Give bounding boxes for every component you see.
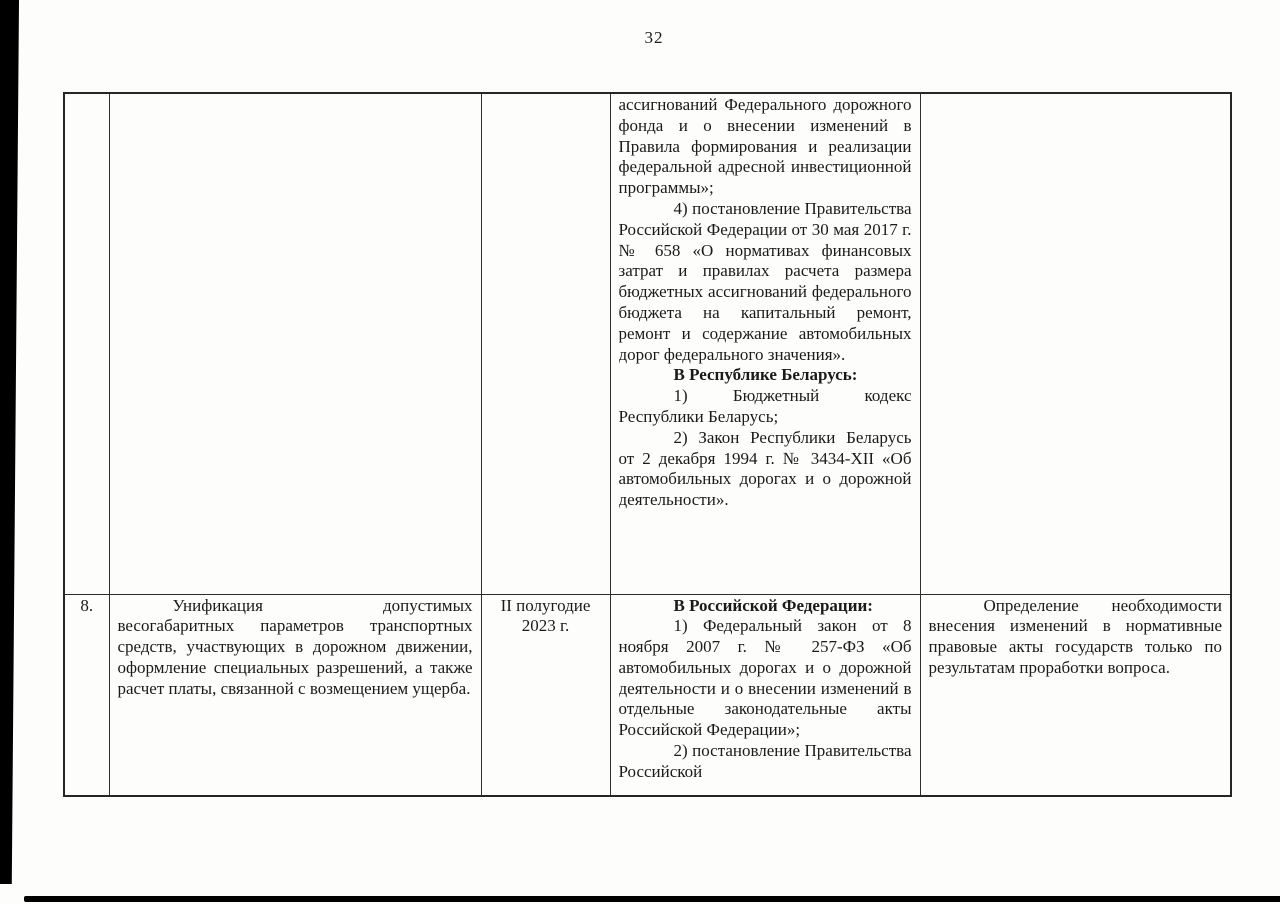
deadline-year: 2023 г. [521, 616, 570, 636]
cell-number [64, 594, 109, 796]
cell-legal-acts [610, 93, 920, 594]
paragraph-item-2-row8: 2) постановление Правительства Российской [618, 741, 912, 781]
row-number: 8. [80, 595, 94, 615]
cell-measure [109, 594, 481, 796]
paragraph-item-1: 1) Бюджетный кодекс Республики Беларусь; [618, 386, 912, 426]
scan-artifact-bottom-bar [24, 896, 1280, 902]
legal-acts-continued [619, 95, 912, 593]
cell-notes-empty [920, 93, 1231, 594]
measure-text-wrap [118, 596, 473, 794]
cell-notes [920, 594, 1231, 796]
section-header-russia: В Российской Федерации: [673, 595, 873, 615]
page-number: 32 [644, 28, 664, 47]
notes-text: Определение необходимости внесения изменений в нормативные правовые акты государств только по результатам проработки вопроса. [928, 595, 1222, 677]
document-table [63, 92, 1232, 797]
cell-deadline-empty [481, 93, 610, 594]
cell-measure-empty [109, 93, 481, 594]
deadline-period: II полугодие [500, 595, 591, 615]
section-header-belarus: В Республике Беларусь: [673, 365, 858, 385]
table-row-8 [64, 594, 1231, 796]
paragraph-item-4: 4) постановление Правительства Российской Федерации от 30 мая 2017 г. № 658 «О нормативах финансовых затрат и правилах расчета размера бюджетных ассигнований федерального бюджета на капитальный ремонт, ремонт и содержание автомобильных дорог федерального значения». [618, 198, 912, 364]
paragraph-item-1-row8: 1) Федеральный закон от 8 ноября 2007 г. № 257-ФЗ «Об автомобильных дорогах и о дорожной деятельности и о внесении изменений в отдельные законодательные акты Российской Федерации»; [618, 616, 912, 740]
cell-legal-acts-row8 [610, 594, 920, 796]
legal-acts-row8 [619, 596, 912, 794]
measure-description: Унификация допустимых весогабаритных параметров транспортных средств, участвующих в дорожном движении, оформление специальных разрешений, а также расчет платы, связанной с возмещением ущерба. [117, 595, 473, 698]
scan-artifact-left-bar [0, 0, 19, 884]
paragraph-continuation: ассигнований Федерального дорожного фонда и о внесении изменений в Правила формирования и реализации федеральной адресной инвестиционной программы»; [618, 95, 912, 198]
cell-number-empty [64, 93, 109, 594]
cell-deadline [481, 594, 610, 796]
notes-text-wrap [929, 596, 1223, 794]
paragraph-item-2: 2) Закон Республики Беларусь от 2 декабря 1994 г. № 3434-XII «Об автомобильных дорогах и о дорожной деятельности». [618, 427, 912, 510]
table-row-continued [64, 93, 1231, 594]
